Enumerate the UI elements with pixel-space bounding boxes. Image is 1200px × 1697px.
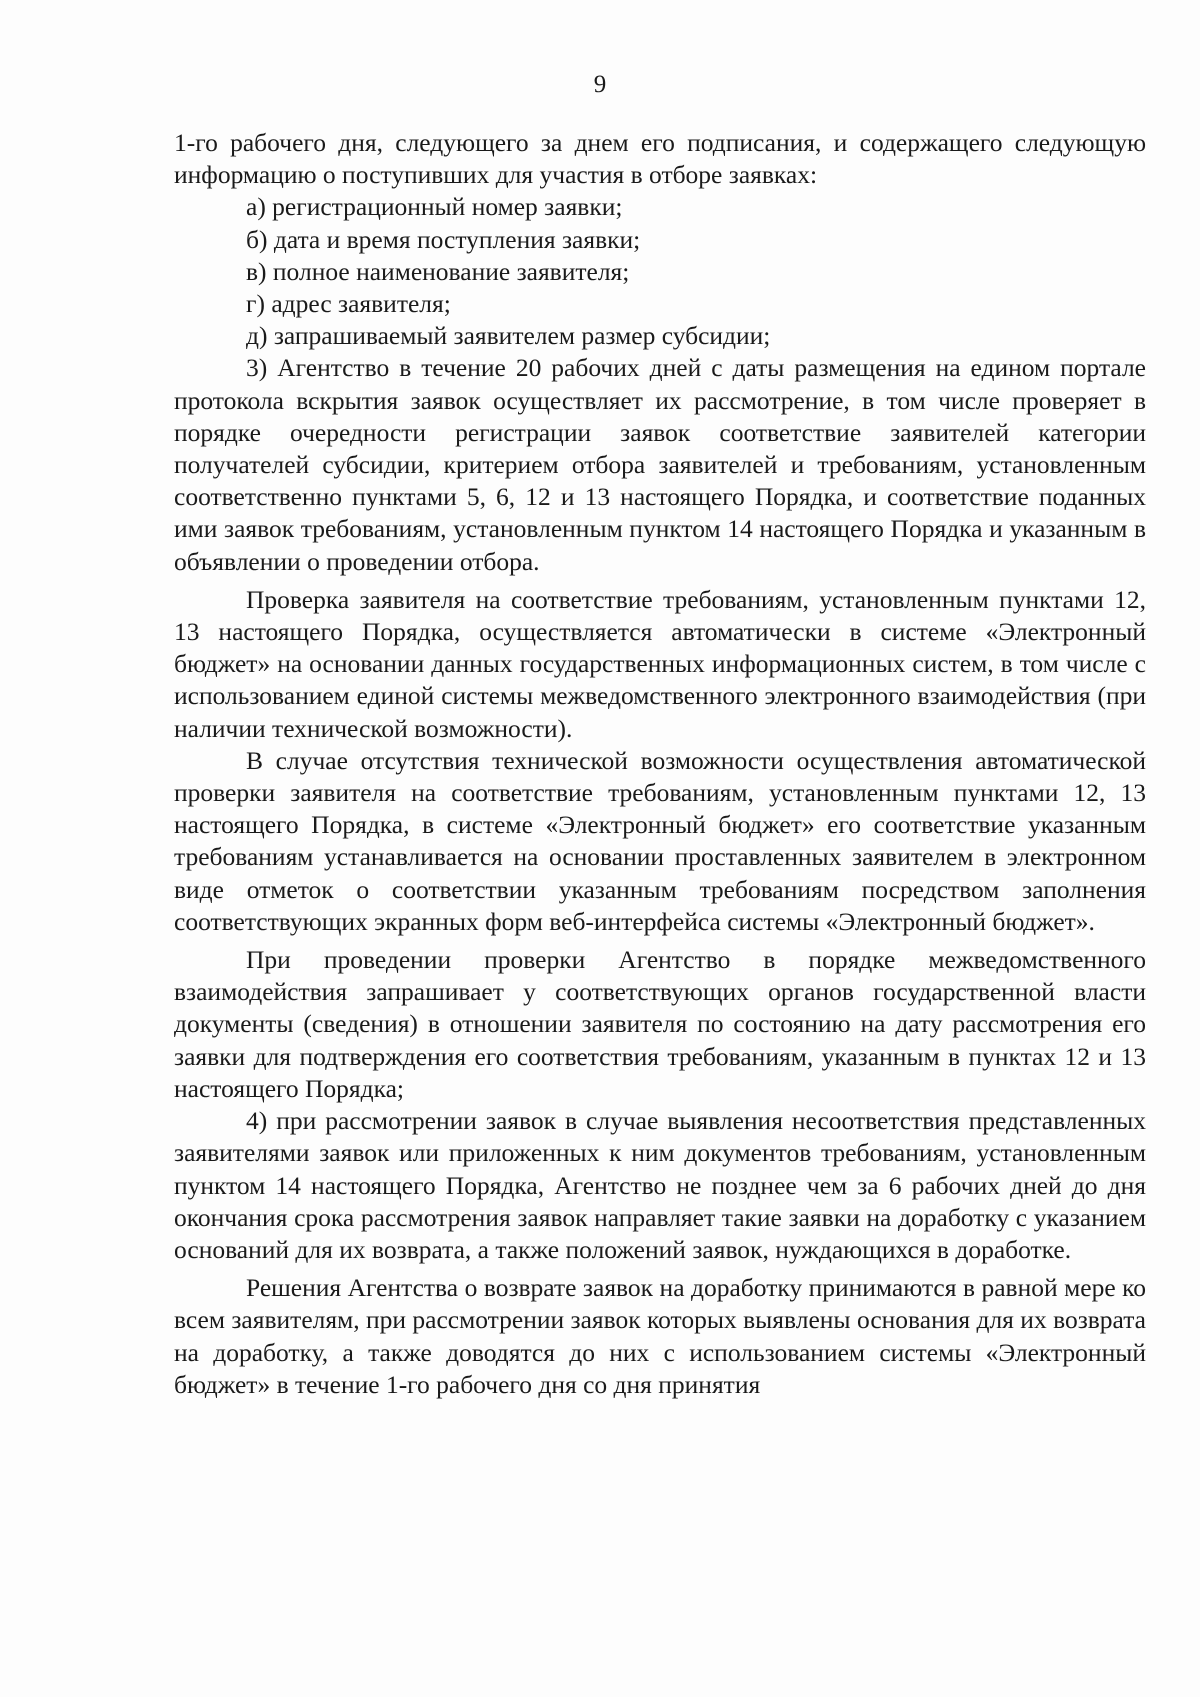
paragraph-no-technical-possibility: В случае отсутствия технической возможности осуществления автоматической проверки заявителя на соответствие требованиям, установленным пунктами 12, 13 настоящего Порядка, в системе «Электронный бюджет» его соответствие указанным требованиям устанавливается на основании проставленных заявителем в электронном виде отметок о соответствии указанным требованиям посредством заполнения соответствующих экранных форм веб-интерфейса системы «Электронный бюджет». <box>174 745 1146 936</box>
paragraph-return-decision: Решения Агентства о возврате заявок на доработку принимаются в равной мере ко всем заявителям, при рассмотрении заявок которых выявлены основания для их возврата на доработку, а также доводятся до них с использованием системы «Электронный бюджет» в течение 1-го рабочего дня со дня принятия <box>174 1273 1146 1399</box>
paragraph-automatic-check: Проверка заявителя на соответствие требованиям, установленным пунктами 12, 13 настоящего Порядка, осуществляется автоматически в системе «Электронный бюджет» на основании данных государственных информационных систем, в том числе с использованием единой системы межведомственного электронного взаимодействия (при наличии технической возможности). <box>174 584 1146 743</box>
paragraph-interagency-request: При проведении проверки Агентство в порядке межведомственного взаимодействия запрашивает у соответствующих органов государственной власти документы (сведения) в отношении заявителя по состоянию на дату рассмотрения его заявки для подтверждения его соответствия требованиям, указанным в пунктах 12 и 13 настоящего Порядка; <box>174 945 1146 1103</box>
page-number: 9 <box>593 71 607 98</box>
list-item-v: в) полное наименование заявителя; <box>246 256 630 286</box>
list-item-d: д) запрашиваемый заявителем размер субсидии; <box>246 321 771 351</box>
paragraph-continuation: 1-го рабочего дня, следующего за днем его подписания, и содержащего следующую информацию о поступивших для участия в отборе заявках: <box>174 128 1146 190</box>
list-item-g: г) адрес заявителя; <box>246 289 451 319</box>
clause-4: 4) при рассмотрении заявок в случае выявления несоответствия представленных заявителями заявок или приложенных к ним документов требованиям, установленным пунктом 14 настоящего Порядка, Агентство не позднее чем за 6 рабочих дней до дня окончания срока рассмотрения заявок направляет такие заявки на доработку с указанием оснований для их возврата, а также положений заявок, нуждающихся в доработке. <box>174 1106 1146 1264</box>
list-item-a: а) регистрационный номер заявки; <box>246 192 623 222</box>
list-item-b: б) дата и время поступления заявки; <box>246 224 641 254</box>
clause-3: 3) Агентство в течение 20 рабочих дней с даты размещения на едином портале протокола вскрытия заявок осуществляет их рассмотрение, в том числе проверяет в порядке очередности регистрации заявок соответствие заявителей категории получателей субсидии, критерием отбора заявителей и требованиям, установленным соответственно пунктами 5, 6, 12 и 13 настоящего Порядка, и соответствие поданных ими заявок требованиям, установленным пунктом 14 настоящего Порядка и указанным в объявлении о проведении отбора. <box>174 353 1146 576</box>
document-body <box>174 127 1146 1401</box>
